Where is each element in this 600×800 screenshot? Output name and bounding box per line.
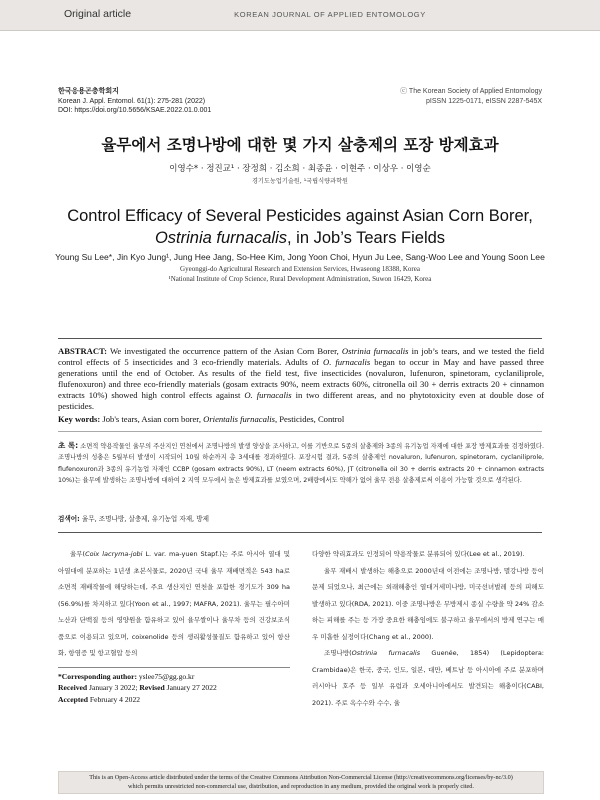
abstract-text-2: in job’s tears, and we tested the field control effects of 5 insecticides and 3 eco-friendly materials. Adults of [58, 346, 544, 367]
license-notice [58, 771, 544, 794]
keywords-text-1: Job's tears, Asian corn borer, [100, 414, 204, 424]
abstract-species-1: Ostrinia furnacalis [341, 346, 409, 356]
accepted-date: February 4 2022 [87, 694, 141, 704]
body-left-column [58, 546, 290, 662]
keywords-label: Key words: [58, 414, 101, 424]
received-label: Received [58, 683, 88, 693]
affiliation-english-2: ¹National Institute of Crop Science, Rural Development Administration, Suwon 16429, Korea [168, 274, 432, 283]
keywords-ko-text: 율무, 조명나방, 살충제, 유기농업 자재, 방제 [79, 515, 209, 523]
journal-name-ko: 한국응용곤충학회지 [58, 88, 119, 95]
body-text: Guenée, 1854) (Lepidoptera: Crambidae)은 한국, 중국, 인도, 일본, 대만, 베트남 등 아시아에 주로 분포하며 러시아나 호주 등 일부 유럽과 오세아니아에서도 발견되는 해충이다(CABI, 2021). 주로 옥수수와 수수, 율 [312, 649, 544, 707]
doi-link[interactable]: DOI: https://doi.org/10.5656/KSAE.2022.01.0.001 [58, 107, 212, 114]
journal-name-header: KOREAN JOURNAL OF APPLIED ENTOMOLOGY [234, 10, 426, 19]
keywords-species: Orientalis furnacalis [203, 414, 275, 424]
title-korean: 율무에서 조명나방에 대한 몇 가지 살충제의 포장 방제효과 [101, 136, 499, 154]
revised-date: January 27 2022 [164, 683, 217, 693]
body-text: 조명나방( [324, 649, 352, 657]
body-paragraph [312, 645, 544, 711]
title-english-line2-rest: , in Job’s Tears Fields [287, 229, 446, 247]
issn: pISSN 1225-0171, eISSN 2287-545X [426, 97, 542, 105]
body-right-column [312, 546, 544, 711]
abstract-text-4: in two different areas, and no phytotoxicity even at double dose of pesticides. [58, 390, 544, 411]
license-line-1: This is an Open-Access article distributed under the terms of the Creative Commons Attribution Non-Commercial License (http://creativecommons.org/licenses/by-nc/3.0) [89, 774, 513, 781]
authors-english: Young Su Lee*, Jin Kyo Jung¹, Jung Hee Jang, So-Hee Kim, Jong Yoon Choi, Hyun Ju Lee, Sang-Woo Lee and Young Soon Lee [55, 252, 545, 262]
divider-abstract [58, 431, 542, 432]
abstract-text-3: began to occur in May and have passed three generations until the end of October. As results of the field test, five insecticides (novaluron, lufenuron, spinetoram, cyclaniliprole, flufenoxuron) and three eco-friendly materials (gosam extracts 90%, neem extracts 60%, citronella oil 30 + derris extracts 20 + cinnamon extracts 10%) showed high control effects against [58, 357, 545, 400]
keywords-korean [58, 513, 544, 523]
article-type-label: Original article [64, 8, 132, 20]
body-text: 율무( [70, 550, 86, 558]
abstract-ko-text: 소면적 약용작물인 율무의 주산지인 연천에서 조명나방의 발생 양상을 조사하고, 이를 기반으로 5종의 살충제와 3종의 유기농업 자재에 대한 포장 방제효과를 검정하였다. 조명나방의 성충은 5월부터 발생이 시작되어 10월 하순까지 총 3세대를 경과하였다. 포장시험 결과, 5종의 살충제인 novaluron, lufenuron, spinetoram, cyclaniliprole, flufenoxuron과 3종의 유기농업 자재인 CCBP (gosam extracts 90%), LT (neem extracts 60%), JT (citronella oil 30 + derris extracts 20 + cinnamon extracts 10%)는 율무에 발생하는 조명나방에 대하여 2 지역 모두에서 높은 방제효과를 보였으며, 2배량에서도 약해가 없어 율무 전용 살충제로써 이용이 가능할 것으로 생각된다. [58, 443, 544, 484]
abstract-species-2: O. furnacalis [322, 357, 371, 367]
abstract-species-3: O. furnacalis [244, 390, 292, 400]
corresponding-label: *Corresponding author: [58, 672, 137, 681]
abstract-label: ABSTRACT: [58, 346, 108, 356]
abstract-ko-label: 초 록: [58, 441, 79, 450]
license-line-2: which permits unrestricted non-commercial use, distribution, and reproduction in any medium, provided the original work is properly cited. [128, 783, 474, 790]
body-paragraph: 다양한 약리효과도 인정되어 약용작물로 분류되어 있다(Lee et al., 2019). [312, 550, 525, 558]
body-species: Coix lacryma-jobi [85, 550, 143, 558]
authors-korean: 이영수* · 정진교¹ · 장정희 · 김소희 · 최종윤 · 이현주 · 이상우 · 이영순 [169, 164, 431, 174]
title-english-line2 [0, 227, 600, 249]
copyright-notice: ⓒ The Korean Society of Applied Entomology [400, 88, 542, 95]
body-text: L. var. ma-yuen Stapf.)는 주로 아시아 열대 및 아열대에 분포하는 1년생 초본식물로, 2020년 국내 율무 재배면적은 543 ha로 소면적 재배작물에 해당하는데, 주요 생산지인 연천을 포함한 경기도가 309 ha (56.9%)를 차지하고 있다(Yoon et al., 1997; MAFRA, 2021). 율무는 필수아미노산과 단백질 등의 영양원을 함유하고 있어 율무쌀이나 율무차 등의 건강보조식품으로 이용되고 있으며, coixenolide 등의 생리활성물질도 함유하고 있어 항산화, 항염증 및 항고혈압 등의 [58, 550, 290, 657]
affiliation-english [0, 265, 600, 284]
title-english-line1: Control Efficacy of Several Pesticides against Asian Corn Borer, [67, 207, 533, 225]
top-banner [0, 0, 600, 31]
affiliation-korean: 경기도농업기술원, ¹국립식량과학원 [251, 178, 349, 185]
title-english [0, 205, 600, 249]
affiliation-english-1: Gyeonggi-do Agricultural Research and Extension Services, Hwaseong 18388, Korea [180, 265, 420, 273]
correspondence-footnote [58, 671, 290, 705]
keywords-text-2: , Pesticides, Control [274, 414, 345, 424]
keywords-ko-label: 검색어: [58, 515, 80, 523]
abstract-english [58, 346, 544, 412]
divider-top [58, 338, 542, 339]
copyright-block [400, 87, 542, 106]
body-paragraph [58, 546, 290, 662]
received-date: January 3 2022; [87, 683, 140, 693]
citation: Korean J. Appl. Entomol. 61(1): 275-281 (2022) [58, 97, 206, 105]
body-species: Ostrinia furnacalis [351, 649, 421, 657]
footnote-divider [58, 667, 290, 668]
corresponding-email[interactable]: yslee75@gg.go.kr [136, 672, 195, 681]
revised-label: Revised [139, 683, 165, 693]
abstract-text-1: We investigated the occurrence pattern of the Asian Corn Borer, [107, 346, 342, 356]
abstract-korean [58, 440, 544, 486]
accepted-label: Accepted [58, 694, 88, 704]
citation-block [58, 87, 211, 116]
keywords-english [58, 414, 544, 424]
title-species: Ostrinia furnacalis [154, 229, 287, 247]
divider-body [58, 532, 542, 533]
body-paragraph: 율무 재배시 발생하는 해충으로 2000년대 이전에는 조명나방, 멸강나방 등이 문제 되었으나, 최근에는 외래해충인 열대거세미나방, 미국선녀벌레 등의 피해도 발생하고 있다(RDA, 2021). 이중 조명나방은 무방제시 종실 수량을 약 24% 감소하는 피해를 주는 등 가장 중요한 해충임에도 불구하고 율무에서의 방제 연구는 매우 미흡한 실정이다(Chang et al., 2000). [312, 566, 544, 641]
